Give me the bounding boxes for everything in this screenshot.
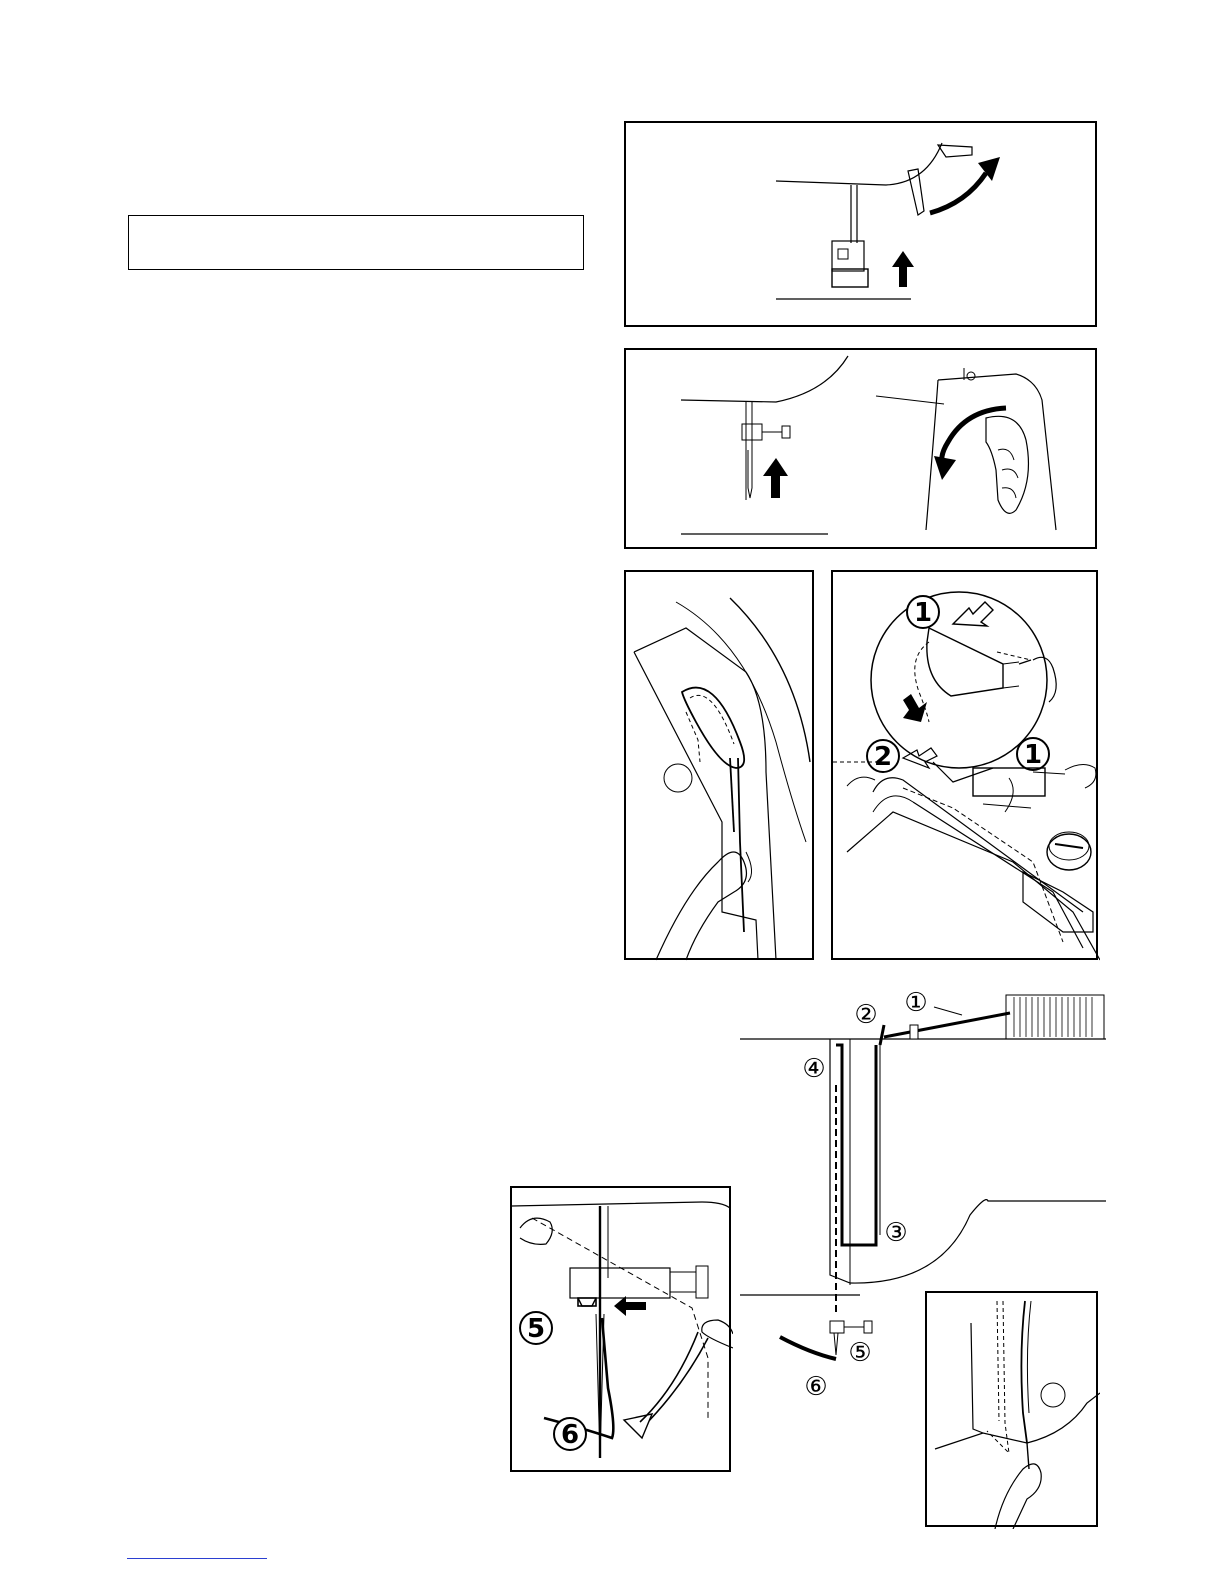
needle-step-5 [520,1312,552,1344]
up-arrow-icon [763,458,788,498]
svg-text:6: 6 [560,1420,580,1450]
thread-step-1 [904,988,927,1018]
svg-text:⑥: ⑥ [804,1372,828,1402]
step-badge-1 [1017,738,1049,770]
thread-guide-illustration [626,572,816,962]
hand-icon [986,416,1028,513]
thread-step-6 [804,1372,827,1402]
step-circle-blank [664,764,692,792]
hand-icon [995,1464,1041,1529]
svg-text:①: ① [904,988,928,1018]
step-badge-2 [867,740,899,772]
svg-text:2: 2 [873,742,893,772]
up-arrow-icon [892,251,914,287]
figure-needle-threading [510,1186,731,1472]
needle-threading-illustration [512,1188,733,1474]
svg-text:1: 1 [913,598,933,628]
thread-step-2 [854,1000,877,1030]
hand-icon [656,852,746,960]
thread-step-5 [848,1338,871,1368]
footer-link[interactable] [127,1556,267,1559]
down-arrow-icon [903,694,927,722]
note-box [128,215,584,270]
screw-icon [1047,834,1091,870]
figure-thread-guide [624,570,814,960]
rotate-arrow-icon [934,456,956,480]
svg-text:②: ② [854,1000,878,1030]
figure-guide-closeup [925,1291,1098,1527]
figure-raise-presser-foot [624,121,1097,327]
curve-arrow-icon [624,1414,652,1438]
thread-step-3 [884,1218,907,1248]
step-circle-blank [1041,1383,1065,1407]
hand-icon [702,1320,733,1348]
hand-icon [520,1218,552,1244]
figure-guide-detail [831,570,1098,960]
svg-text:④: ④ [802,1054,826,1084]
presser-foot-illustration [626,123,1099,329]
svg-text:5: 5 [526,1314,546,1344]
svg-text:③: ③ [884,1218,908,1248]
svg-text:⑤: ⑤ [848,1338,872,1368]
press-arrow-icon [953,602,993,626]
thread-step-4 [802,1054,825,1084]
hand-icon [847,777,875,786]
figure-raise-needle [624,348,1097,549]
left-arrow-icon [614,1296,646,1316]
handwheel-illustration [626,350,1099,551]
svg-text:1: 1 [1023,740,1043,770]
guide-closeup-illustration [927,1293,1100,1529]
guide-detail-illustration [833,572,1100,962]
needle-step-6 [554,1418,586,1450]
step-badge-1-zoom [907,596,939,628]
